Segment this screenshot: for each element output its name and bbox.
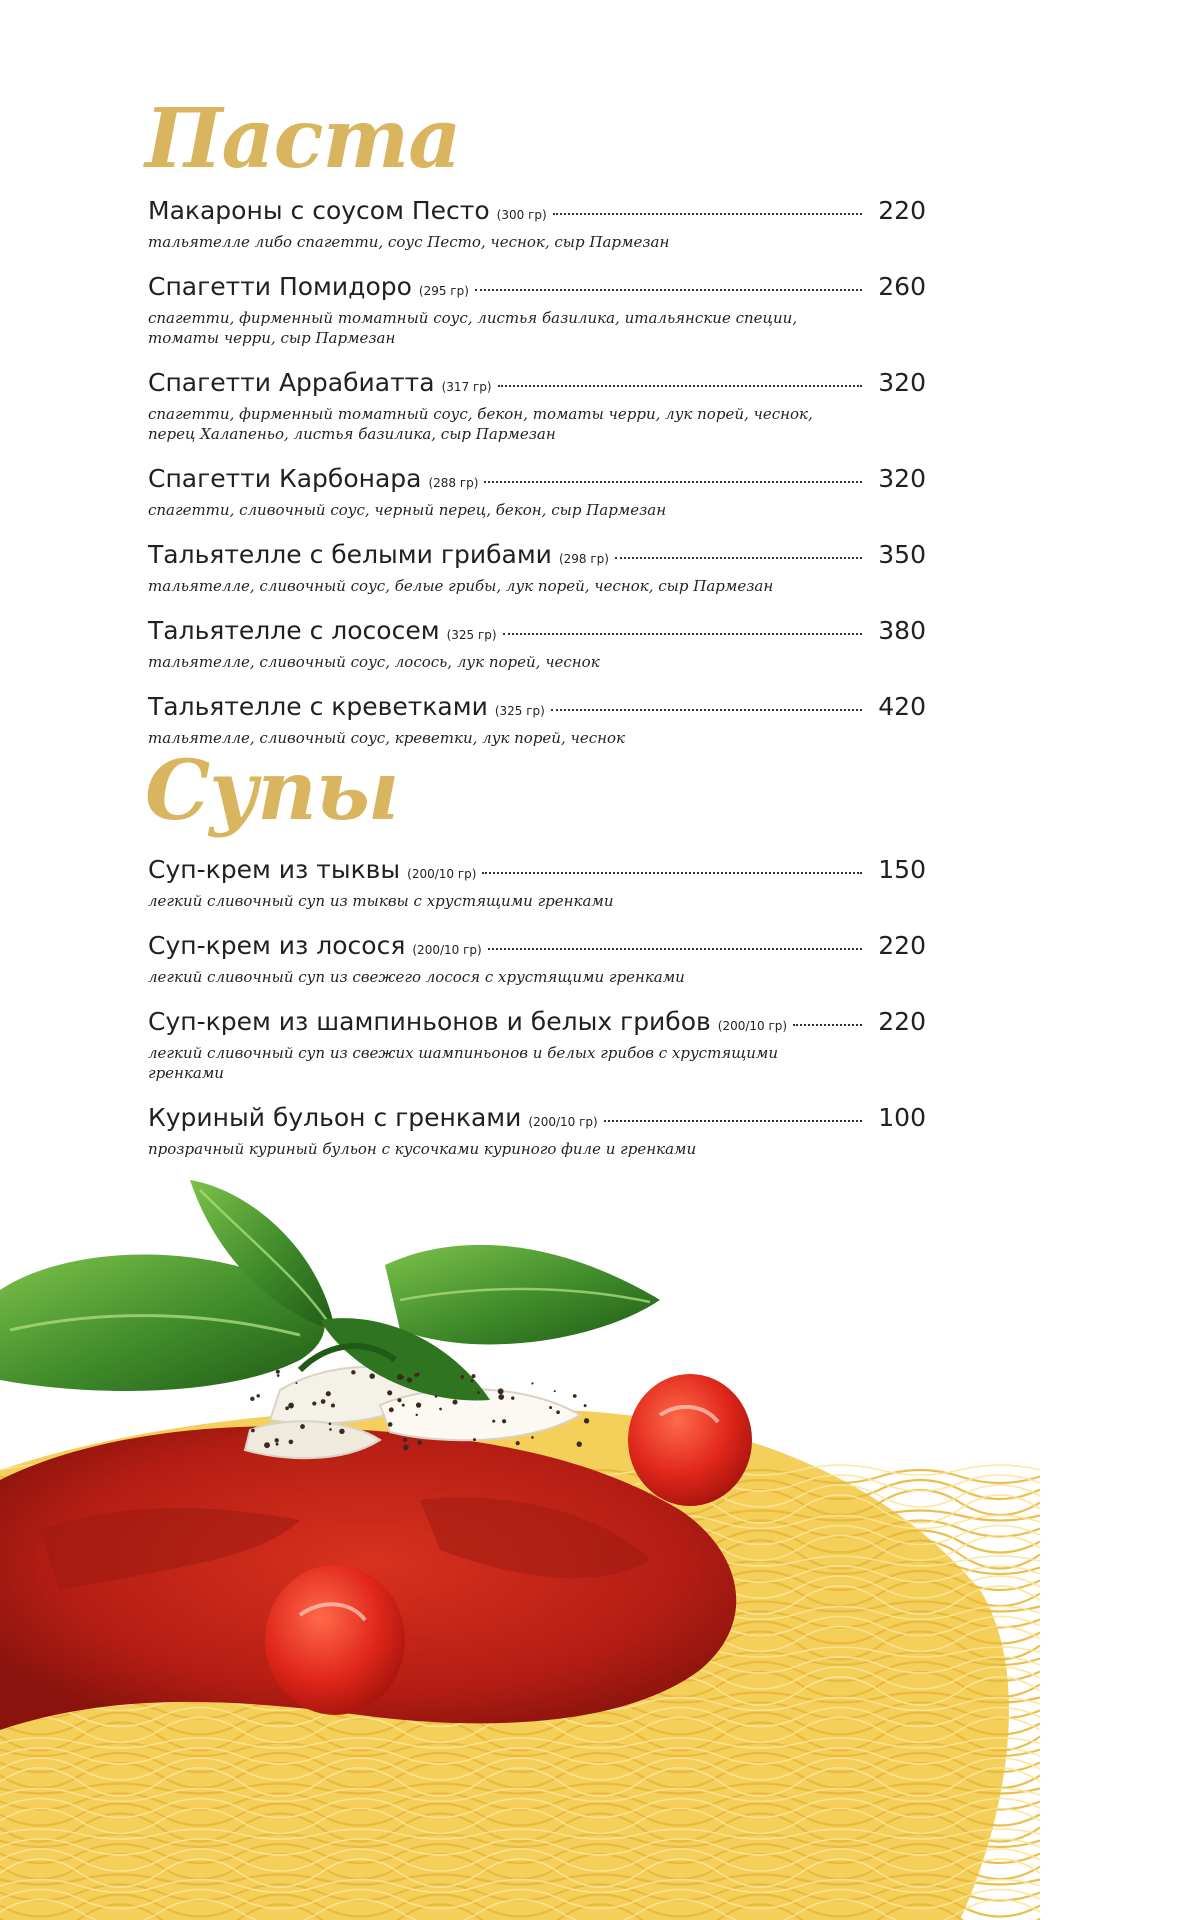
item-name: Суп-крем из лосося bbox=[148, 931, 406, 960]
item-price: 320 bbox=[878, 368, 926, 397]
item-weight: (300 гр) bbox=[496, 208, 547, 222]
item-name: Спагетти Аррабиатта bbox=[148, 368, 435, 397]
dot-leader bbox=[551, 709, 862, 711]
item-description: прозрачный куриный бульон с кусочками куриного филе и гренками bbox=[148, 1140, 697, 1158]
item-weight: (200/10 гр) bbox=[717, 1019, 788, 1033]
item-weight: (317 гр) bbox=[441, 380, 492, 394]
item-name: Суп-крем из шампиньонов и белых грибов bbox=[148, 1007, 711, 1036]
dot-leader bbox=[484, 481, 862, 483]
dot-leader bbox=[615, 557, 862, 559]
dot-leader bbox=[553, 213, 862, 215]
item-price: 420 bbox=[878, 692, 926, 721]
item-line bbox=[148, 368, 926, 404]
dot-leader bbox=[604, 1120, 862, 1122]
item-price: 380 bbox=[878, 616, 926, 645]
item-weight: (200/10 гр) bbox=[407, 867, 477, 881]
item-line bbox=[148, 196, 926, 232]
item-line bbox=[148, 616, 926, 652]
item-line bbox=[148, 464, 926, 500]
soup-menu-item bbox=[148, 1103, 926, 1159]
item-weight: (325 гр) bbox=[446, 628, 497, 642]
pasta-menu-item bbox=[148, 616, 926, 672]
item-name: Суп-крем из тыквы bbox=[148, 855, 401, 884]
item-line bbox=[148, 540, 926, 576]
dot-leader bbox=[475, 289, 862, 291]
item-line bbox=[148, 855, 926, 891]
item-description: легкий сливочный суп из свежего лосося с хрустящими гренками bbox=[148, 968, 685, 986]
item-name: Макароны с соусом Песто bbox=[148, 196, 490, 225]
item-description: спагетти, сливочный соус, черный перец, бекон, сыр Пармезан bbox=[148, 501, 667, 519]
item-description: тальятелле либо спагетти, соус Песто, чеснок, сыр Пармезан bbox=[148, 233, 670, 251]
dot-leader bbox=[503, 633, 862, 635]
pasta-menu-item bbox=[148, 272, 926, 348]
item-description: спагетти, фирменный томатный соус, бекон, томаты черри, лук порей, чеснок, перец Халапеньо, листья базилика, сыр Пармезан bbox=[148, 405, 813, 443]
dot-leader bbox=[498, 385, 862, 387]
item-price: 260 bbox=[878, 272, 926, 301]
soup-menu-item bbox=[148, 1007, 926, 1083]
dot-leader bbox=[482, 872, 862, 874]
item-weight: (200/10 гр) bbox=[528, 1115, 598, 1129]
item-name: Спагетти Помидоро bbox=[148, 272, 412, 301]
soup-menu-item bbox=[148, 855, 926, 911]
pasta-menu-item bbox=[148, 464, 926, 520]
item-price: 350 bbox=[878, 540, 926, 569]
soups-menu-list bbox=[148, 855, 926, 1179]
item-price: 100 bbox=[878, 1103, 926, 1132]
item-price: 220 bbox=[878, 1007, 926, 1036]
item-description: тальятелле, сливочный соус, креветки, лук порей, чеснок bbox=[148, 729, 625, 747]
item-weight: (288 гр) bbox=[428, 476, 479, 490]
item-line bbox=[148, 1103, 926, 1139]
item-price: 150 bbox=[878, 855, 926, 884]
section-title-pasta: Паста bbox=[145, 91, 461, 187]
item-name: Тальятелле с креветками bbox=[148, 692, 488, 721]
pasta-menu-item bbox=[148, 540, 926, 596]
item-weight: (295 гр) bbox=[418, 284, 469, 298]
item-description: тальятелле, сливочный соус, белые грибы, лук порей, чеснок, сыр Пармезан bbox=[148, 577, 774, 595]
item-name: Тальятелле с лососем bbox=[148, 616, 440, 645]
item-name: Спагетти Карбонара bbox=[148, 464, 422, 493]
item-description: спагетти, фирменный томатный соус, листья базилика, итальянские специи, томаты черри, сыр Пармезан bbox=[148, 309, 798, 347]
item-price: 220 bbox=[878, 196, 926, 225]
item-line bbox=[148, 272, 926, 308]
item-line bbox=[148, 1007, 926, 1043]
item-description: легкий сливочный суп из тыквы с хрустящими гренками bbox=[148, 892, 614, 910]
item-line bbox=[148, 692, 926, 728]
soup-menu-item bbox=[148, 931, 926, 987]
item-name: Куриный бульон с гренками bbox=[148, 1103, 522, 1132]
item-line bbox=[148, 931, 926, 967]
pasta-menu-item bbox=[148, 368, 926, 444]
item-description: легкий сливочный суп из свежих шампиньонов и белых грибов с хрустящими гренками bbox=[148, 1044, 779, 1082]
pasta-menu-item bbox=[148, 692, 926, 748]
item-description: тальятелле, сливочный соус, лосось, лук порей, чеснок bbox=[148, 653, 600, 671]
item-weight: (200/10 гр) bbox=[412, 943, 482, 957]
item-price: 220 bbox=[878, 931, 926, 960]
item-price: 320 bbox=[878, 464, 926, 493]
dot-leader bbox=[488, 948, 862, 950]
spaghetti-dish-image bbox=[0, 1170, 1204, 1920]
dot-leader bbox=[793, 1024, 862, 1026]
item-weight: (298 гр) bbox=[558, 552, 609, 566]
item-name: Тальятелле с белыми грибами bbox=[148, 540, 552, 569]
pasta-menu-item bbox=[148, 196, 926, 252]
item-weight: (325 гр) bbox=[494, 704, 545, 718]
section-title-soups: Супы bbox=[145, 743, 399, 839]
pasta-menu-list bbox=[148, 196, 926, 768]
